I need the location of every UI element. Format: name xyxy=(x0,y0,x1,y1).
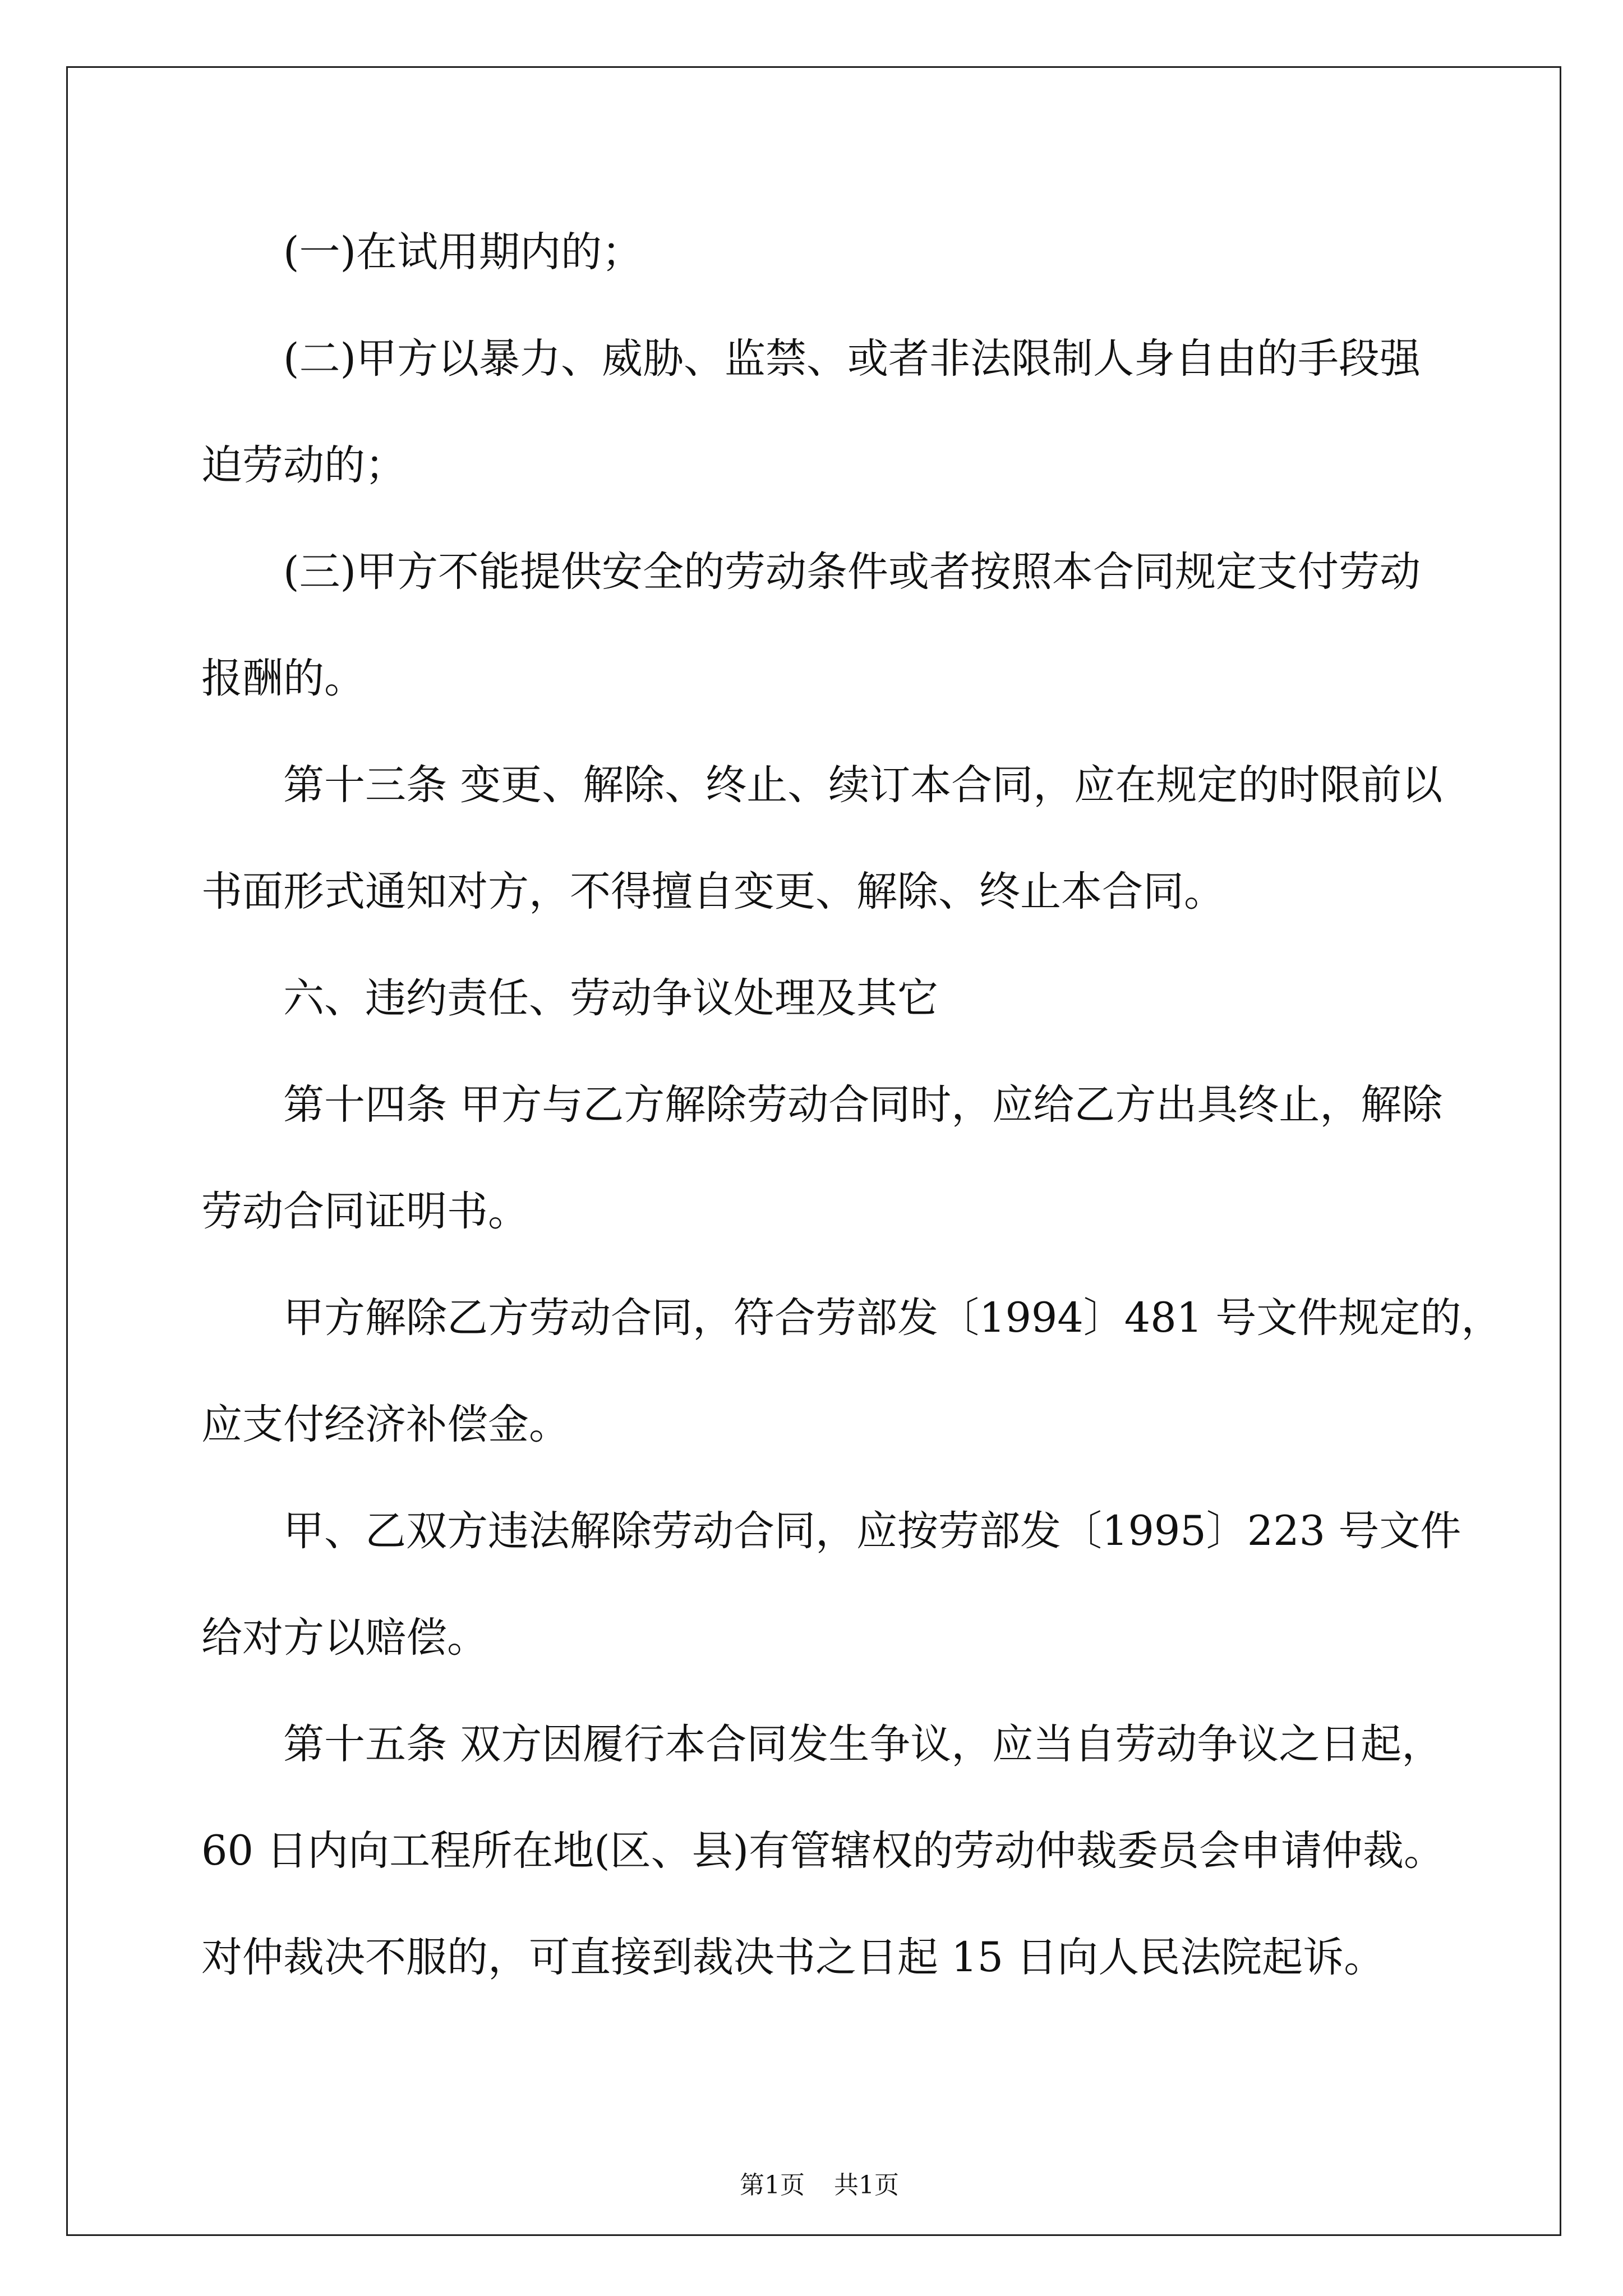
text-line: (一)在试用期内的； xyxy=(283,228,643,276)
paragraph xyxy=(201,1478,1536,1691)
page-footer xyxy=(0,2132,1623,2200)
text-line: (三)甲方不能提供安全的劳动条件或者按照本合同规定支付劳动 xyxy=(283,548,1421,596)
text-line: 甲、乙双方违法解除劳动合同，应按劳部发〔1995〕223 号文件 xyxy=(283,1507,1461,1555)
text-line: 六、违约责任、劳动争议处理及其它 xyxy=(283,974,938,1022)
text-line: 第十五条 双方因履行本合同发生争议，应当自劳动争议之日起， xyxy=(283,1720,1443,1768)
page-total: 共1页 xyxy=(833,2171,899,2200)
paragraph xyxy=(201,519,1536,732)
text-line: 第十三条 变更、解除、终止、续订本合同，应在规定的时限前以 xyxy=(283,761,1443,809)
document-body xyxy=(201,199,1536,2011)
text-line: 应支付经济补偿金。 xyxy=(201,1401,570,1448)
text-line: 劳动合同证明书。 xyxy=(201,1188,529,1235)
paragraph xyxy=(201,1265,1536,1478)
text-line: 书面形式通知对方，不得擅自变更、解除、终止本合同。 xyxy=(201,868,1225,915)
page-number: 第1页 xyxy=(739,2171,805,2200)
text-line: 第十四条 甲方与乙方解除劳动合同时，应给乙方出具终止，解除 xyxy=(283,1081,1443,1129)
text-line: 迫劳动的； xyxy=(201,441,406,489)
paragraph xyxy=(201,1052,1536,1265)
paragraph xyxy=(201,306,1536,519)
text-line: 60 日内向工程所在地(区、县)有管辖权的劳动仲裁委员会申请仲裁。 xyxy=(201,1827,1445,1875)
paragraph xyxy=(201,199,1536,306)
section-heading xyxy=(201,945,1536,1052)
paragraph xyxy=(201,1691,1536,2011)
text-line: 报酬的。 xyxy=(201,655,365,702)
text-line: 给对方以赔偿。 xyxy=(201,1614,488,1662)
text-line: 对仲裁决不服的，可直接到裁决书之日起 15 日向人民法院起诉。 xyxy=(201,1934,1385,1981)
paragraph xyxy=(201,732,1536,945)
text-line: 甲方解除乙方劳动合同，符合劳部发〔1994〕481 号文件规定的， xyxy=(283,1294,1502,1342)
text-line: (二)甲方以暴力、威胁、监禁、或者非法限制人身自由的手段强 xyxy=(283,335,1421,383)
